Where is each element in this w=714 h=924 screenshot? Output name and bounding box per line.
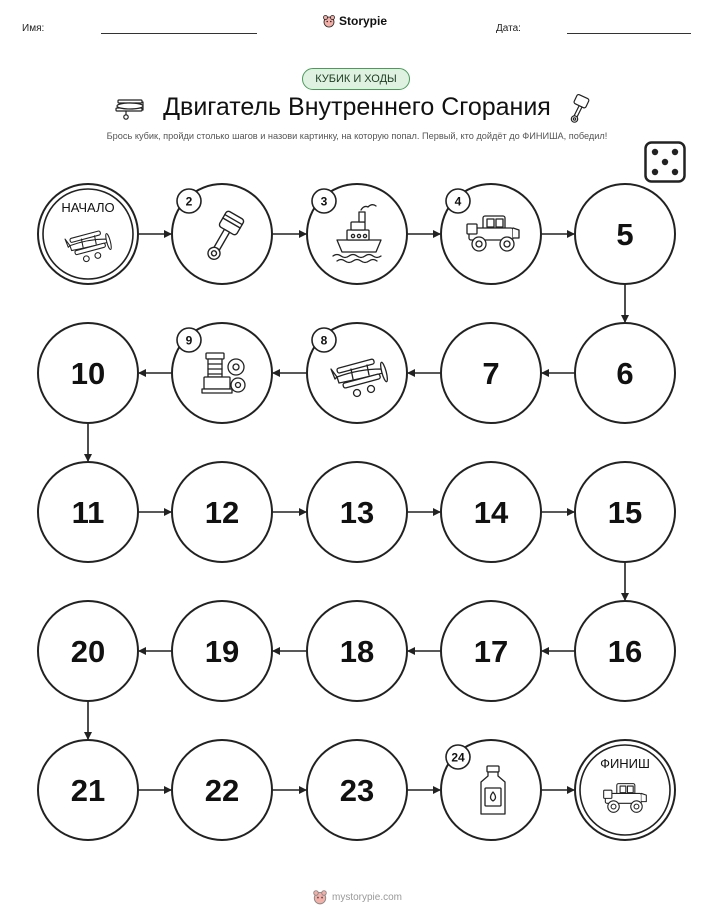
- board-cell-14[interactable]: [441, 462, 541, 562]
- cell-number: 13: [339, 495, 375, 530]
- board-cell-11[interactable]: [38, 462, 138, 562]
- storypie-mascot-icon: [312, 889, 328, 905]
- cell-number: 12: [204, 495, 240, 530]
- board-cell-23[interactable]: [307, 740, 407, 840]
- board-cell-2[interactable]: [172, 184, 272, 284]
- board-cell-13[interactable]: [307, 462, 407, 562]
- cell-number: 7: [482, 356, 500, 391]
- cell-number: 17: [473, 634, 509, 669]
- board-cell-22[interactable]: [172, 740, 272, 840]
- cell-number: 3: [320, 194, 328, 209]
- board-cell-9[interactable]: [172, 323, 272, 423]
- cell-number: 8: [320, 333, 328, 348]
- finish-label: ФИНИШ: [600, 756, 650, 771]
- cell-number: 2: [185, 194, 193, 209]
- cell-number: 23: [339, 773, 375, 808]
- cell-number: 11: [71, 495, 105, 530]
- category-tag: КУБИК И ХОДЫ: [302, 68, 410, 90]
- cell-number: 6: [616, 356, 634, 391]
- board-cell-12[interactable]: [172, 462, 272, 562]
- page-title: Двигатель Внутреннего Сгорания: [163, 93, 551, 121]
- board-cell-8[interactable]: [307, 323, 407, 423]
- board-cell-5[interactable]: [575, 184, 675, 284]
- name-label: Имя:: [22, 23, 45, 34]
- cell-number: 9: [185, 333, 193, 348]
- cell-number: 21: [70, 773, 106, 808]
- cell-number: 16: [607, 634, 643, 669]
- cell-number: 14: [473, 495, 509, 530]
- board-cell-19[interactable]: [172, 601, 272, 701]
- board-cell-21[interactable]: [38, 740, 138, 840]
- finish-cell[interactable]: [575, 740, 675, 840]
- board-cell-10[interactable]: [38, 323, 138, 423]
- cell-number: 18: [339, 634, 375, 669]
- board-cell-4[interactable]: [441, 184, 541, 284]
- cell-number: 24: [451, 750, 465, 765]
- cell-number: 10: [70, 356, 106, 391]
- cell-number: 19: [204, 634, 240, 669]
- board-cell-6[interactable]: [575, 323, 675, 423]
- board-cell-3[interactable]: [307, 184, 407, 284]
- board-cell-20[interactable]: [38, 601, 138, 701]
- board-cell-7[interactable]: [441, 323, 541, 423]
- cell-number: 20: [70, 634, 106, 669]
- board-cell-16[interactable]: [575, 601, 675, 701]
- cell-number: 5: [616, 217, 634, 252]
- cell-number: 22: [204, 773, 240, 808]
- cell-number: 4: [454, 194, 462, 209]
- brand-name: Storypie: [339, 14, 388, 28]
- footer-url: mystorypie.com: [331, 891, 402, 903]
- cell-number: 15: [607, 495, 643, 530]
- board-cell-15[interactable]: [575, 462, 675, 562]
- board-cell-24[interactable]: [441, 740, 541, 840]
- board-cell-18[interactable]: [307, 601, 407, 701]
- board-cell-17[interactable]: [441, 601, 541, 701]
- date-label: Дата:: [496, 23, 521, 34]
- instructions: Брось кубик, пройди столько шагов и назови картинку, на которую попал. Первый, кто дойдёт до ФИНИША, победил!: [106, 131, 608, 141]
- start-label: НАЧАЛО: [61, 200, 115, 215]
- footer: [0, 889, 714, 905]
- start-cell[interactable]: [38, 184, 138, 284]
